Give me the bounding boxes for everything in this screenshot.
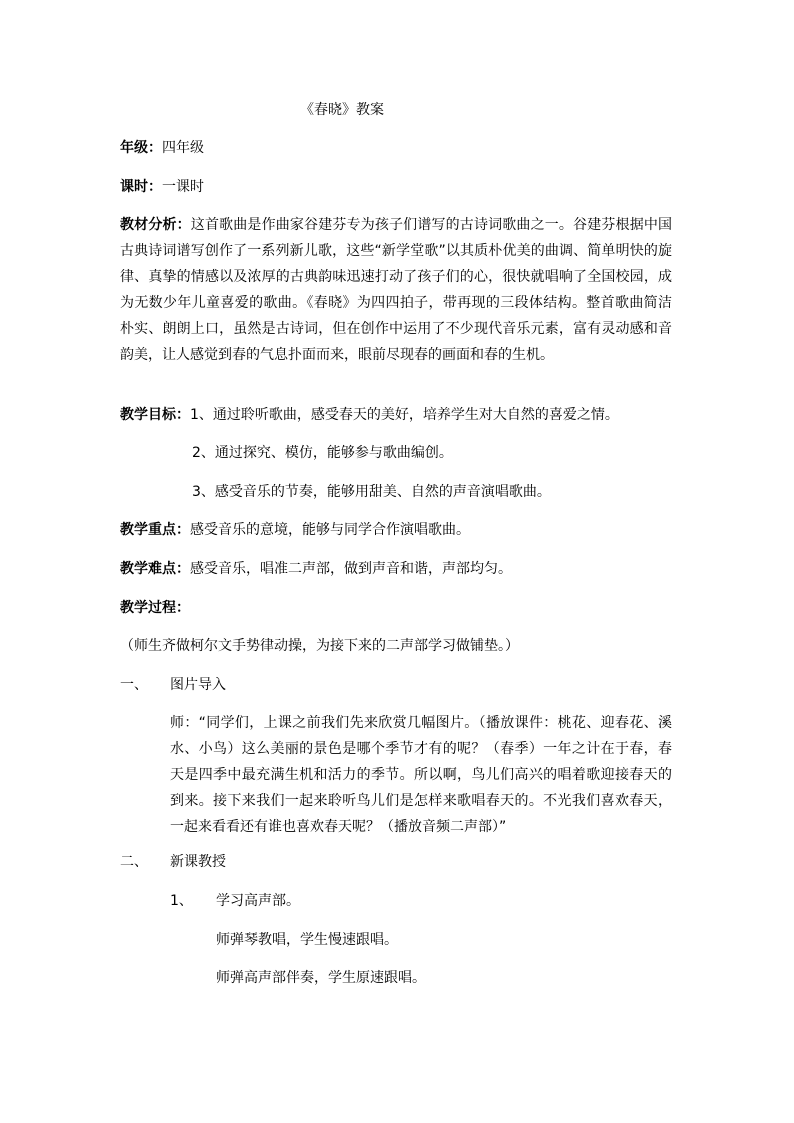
subsection-1-title: 学习高声部。	[216, 893, 300, 909]
goals-label: 教学目标：	[120, 407, 190, 423]
grade-label: 年级：	[120, 140, 162, 156]
period-label: 课时：	[120, 179, 162, 195]
keypoint-line	[120, 518, 470, 542]
goal-item-3: 3、感受音乐的节奏，能够用甜美、自然的声音演唱歌曲。	[192, 484, 551, 500]
grade-line	[120, 136, 204, 160]
document-title: 《春晓》教案	[300, 102, 384, 118]
period-value: 一课时	[162, 179, 204, 195]
section-1-heading	[120, 673, 226, 697]
period-line	[120, 175, 204, 199]
section-2-title: 新课教授	[170, 854, 226, 870]
grade-value: 四年级	[162, 140, 204, 156]
difficulty-value: 感受音乐，唱准二声部，做到声音和谐，声部均匀。	[190, 561, 512, 577]
subsection-1-heading	[170, 889, 300, 913]
section-2-heading	[120, 850, 226, 874]
process-intro: （师生齐做柯尔文手势律动操，为接下来的二声部学习做铺垫。）	[120, 638, 519, 654]
process-line	[120, 596, 190, 620]
process-label: 教学过程：	[120, 600, 190, 616]
goal-item-1: 1、通过聆听歌曲，感受春天的美好，培养学生对大自然的喜爱之情。	[190, 407, 619, 423]
goals-line	[120, 403, 619, 427]
subsection-1-number: 1、	[170, 893, 193, 909]
subsection-1-line-2: 师弹高声部伴奏，学生原速跟唱。	[216, 970, 426, 986]
difficulty-line	[120, 557, 512, 581]
goal-item-2: 2、通过探究、模仿，能够参与歌曲编创。	[192, 445, 453, 461]
analysis-paragraph	[120, 212, 672, 368]
section-1-title: 图片导入	[170, 677, 226, 693]
keypoint-label: 教学重点：	[120, 522, 190, 538]
keypoint-value: 感受音乐的意境，能够与同学合作演唱歌曲。	[190, 522, 470, 538]
section-1-text: 师：“同学们，上课之前我们先来欣赏几幅图片。（播放课件：桃花、迎春花、溪水、小鸟）这么美丽的景色是哪个季节才有的呢？（春季）一年之计在于春，春天是四季中最充满生机和活力的季节。所以啊，鸟儿们高兴的唱着歌迎接春天的到来。接下来我们一起来聆听鸟儿们是怎样来歌唱春天的。不光我们喜欢春天，一起来看看还有谁也喜欢春天呢？（播放音频二声部）”	[170, 715, 672, 835]
section-1-number: 一、	[120, 677, 148, 693]
subsection-1-line-1: 师弹琴教唱，学生慢速跟唱。	[216, 932, 398, 948]
analysis-label: 教材分析：	[120, 217, 191, 233]
section-2-number: 二、	[120, 854, 148, 870]
difficulty-label: 教学难点：	[120, 561, 190, 577]
analysis-text: 这首歌曲是作曲家谷建芬专为孩子们谱写的古诗词歌曲之一。谷建芬根据中国古典诗词谱写创作了一系列新儿歌，这些“新学堂歌”以其质朴优美的曲调、简单明快的旋律、真挚的情感以及浓厚的古典韵味迅速打动了孩子们的心，很快就唱响了全国校园，成为无数少年儿童喜爱的歌曲。《春晓》为四四拍子，带再现的三段体结构。整首歌曲简洁朴实、朗朗上口，虽然是古诗词，但在创作中运用了不少现代音乐元素，富有灵动感和音韵美，让人感觉到春的气息扑面而来，眼前尽现春的画面和春的生机。	[120, 217, 673, 363]
